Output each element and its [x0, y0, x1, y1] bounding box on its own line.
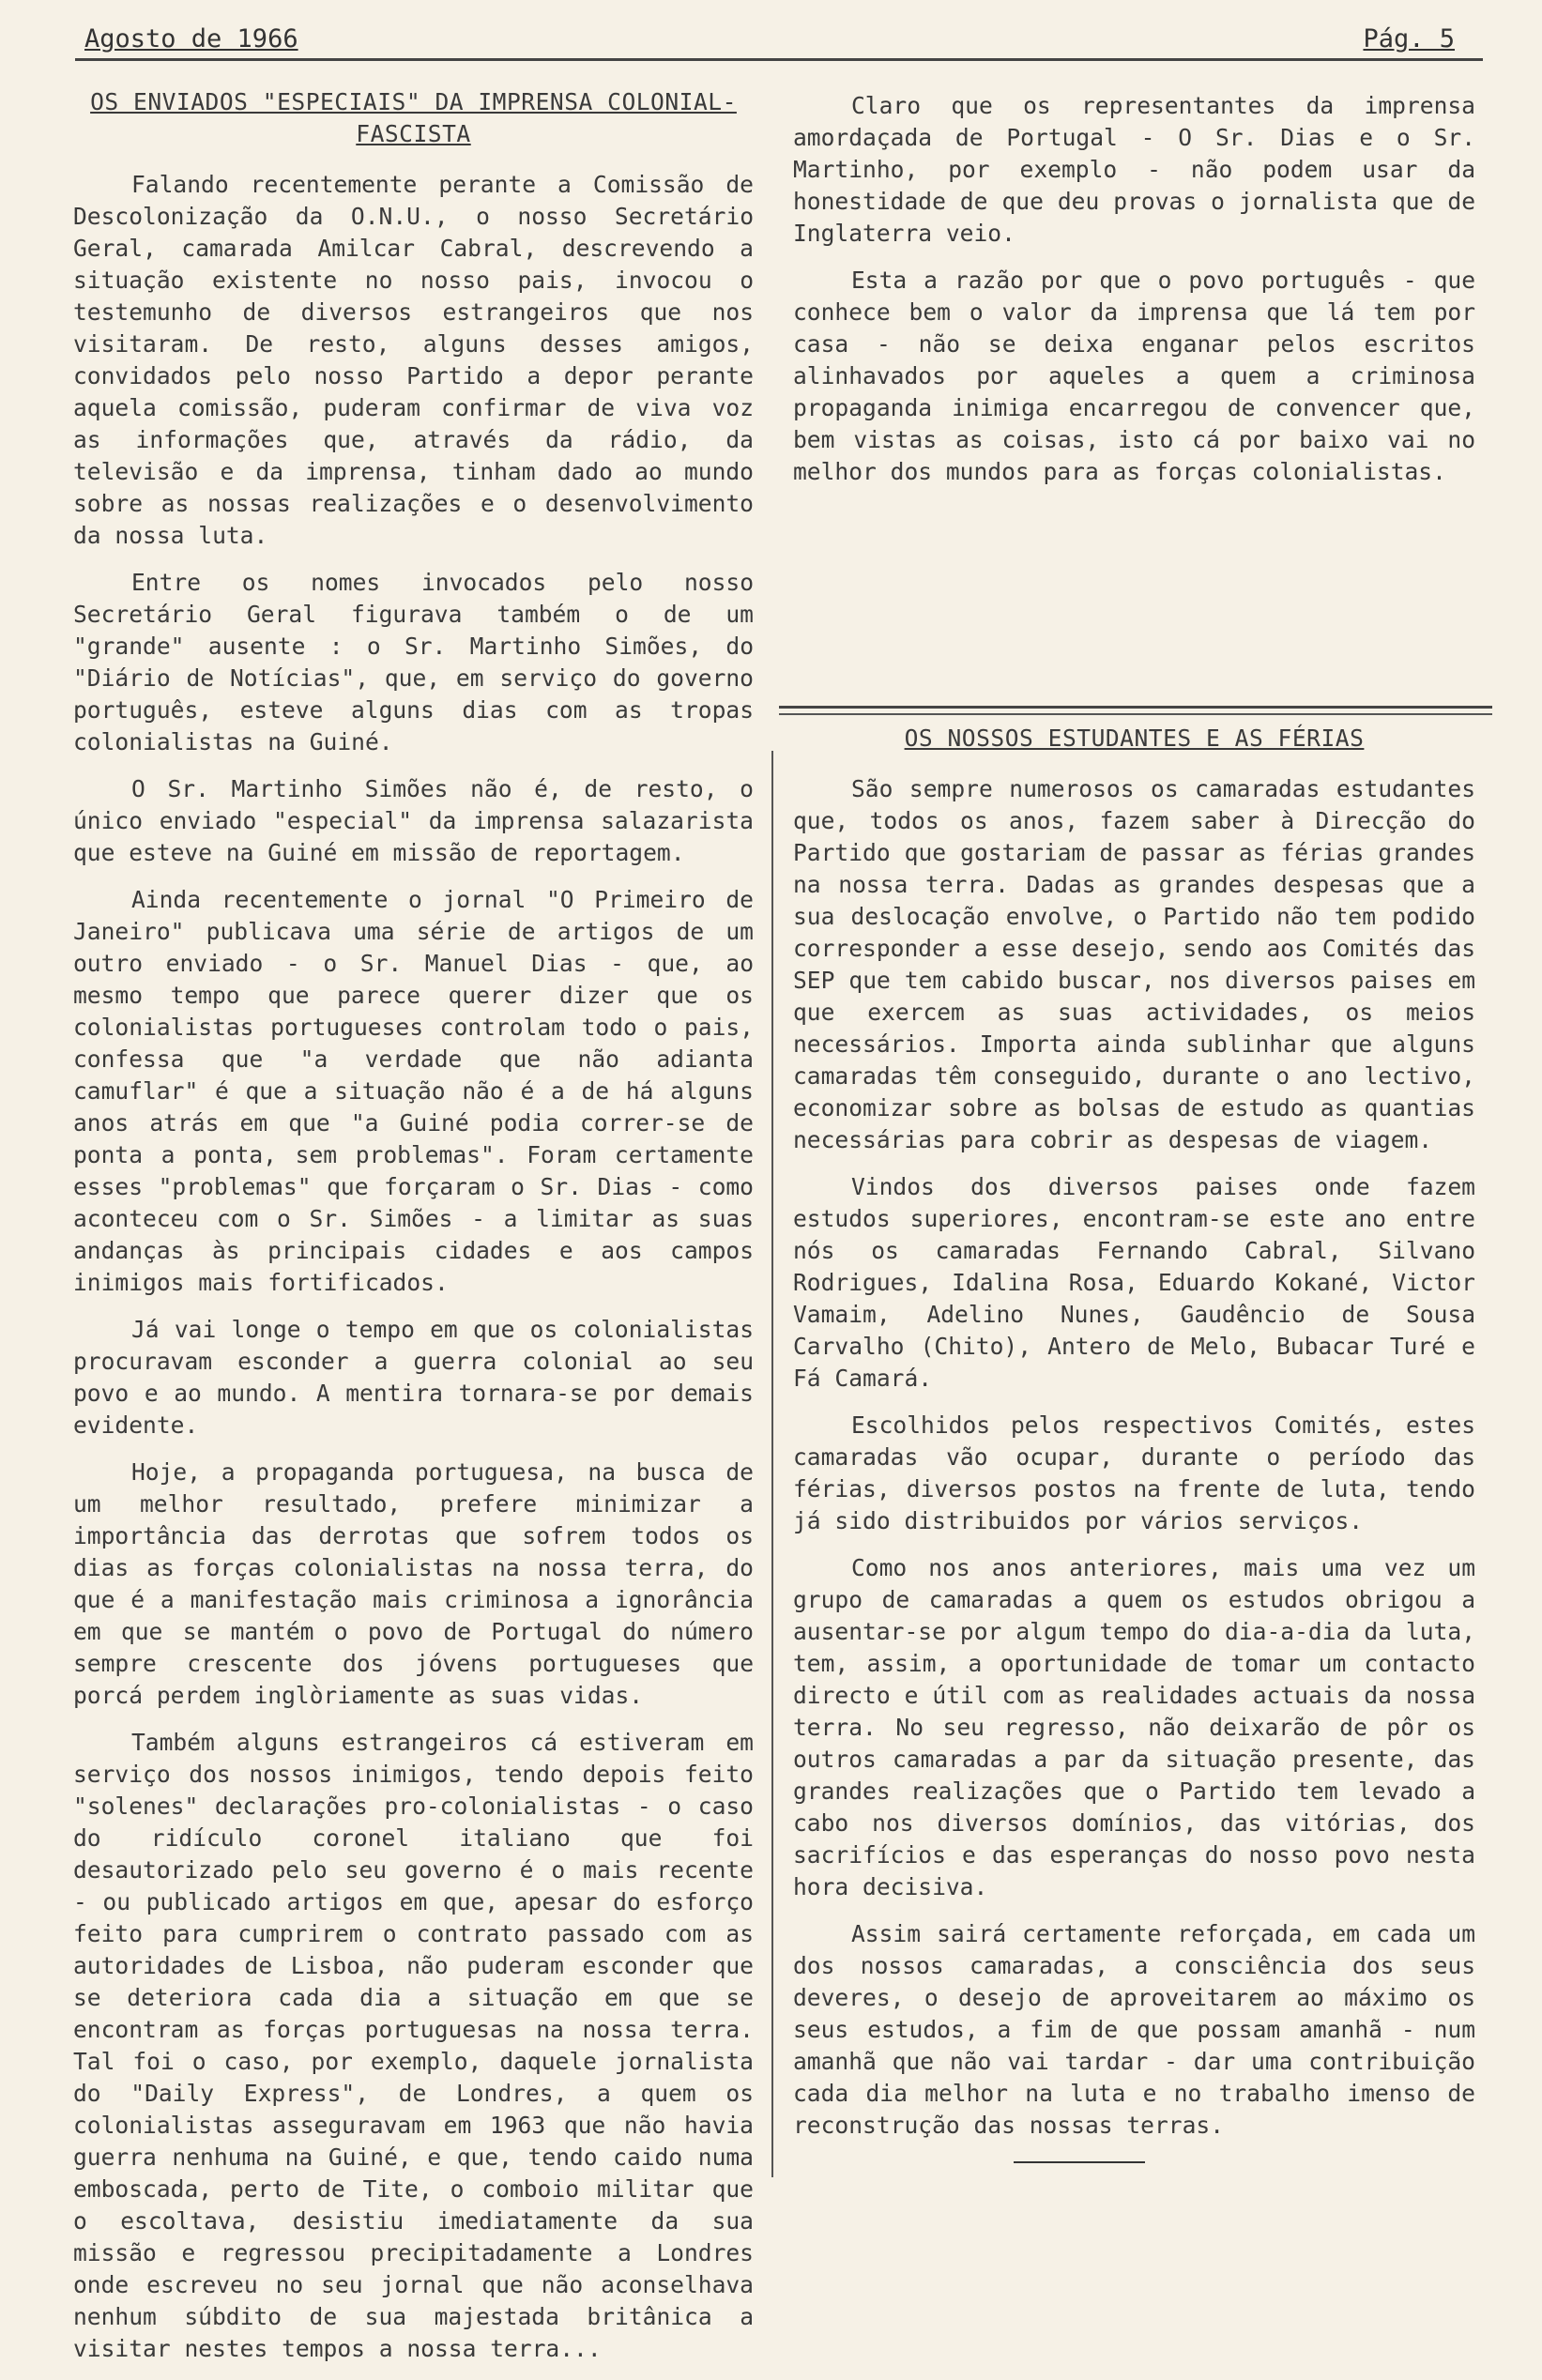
article-paragraph: Claro que os representantes da imprensa amordaçada de Portugal - O Sr. Dias e o Sr. Martinho, por exemplo - não podem usar da honestidade de que deu provas o jornalista que de Inglaterra veio. [793, 92, 1475, 247]
article-title: OS NOSSOS ESTUDANTES E AS FÉRIAS [904, 725, 1365, 752]
section-divider [779, 706, 1492, 709]
article-paragraph: Ainda recentemente o jornal "O Primeiro de Janeiro" publicava uma série de artigos de um outro enviado - o Sr. Manuel Dias - que, ao mesmo tempo que parece querer dizer que os colonialistas portugueses controlam todo o pais, confessa que "a verdade que não adianta camuflar" é que a situação não é a de há alguns anos atrás em que "a Guiné podia correr-se de ponta a ponta, sem problemas". Foram certamente esses "problemas" que forçaram o Sr. Dias - como aconteceu com o Sr. Simões - a limitar as suas andanças às principais cidades e aos campos inimigos mais fortificados. [73, 886, 754, 1296]
article-paragraph: O Sr. Martinho Simões não é, de resto, o único enviado "especial" da imprensa salazarista que esteve na Guiné em missão de reportagem. [73, 775, 754, 866]
end-rule [1014, 2161, 1145, 2163]
article-paragraph: Também alguns estrangeiros cá estiveram em serviço dos nossos inimigos, tendo depois feito "solenes" declarações pro-colonialistas - o caso do ridículo coronel italiano que foi desautorizado pelo seu governo é o mais recente - ou publicado artigos em que, apesar do esforço feito para cumprirem o contrato passado com as autoridades de Lisboa, não puderam esconder que se deteriora cada dia a situação em que se encontram as forças portuguesas na nossa terra. Tal foi o caso, por exemplo, daquele jornalista do "Daily Express", de Londres, a quem os colonialistas asseguravam em 1963 que não havia guerra nenhuma na Guiné, e que, tendo caido numa emboscada, perto de Tite, o comboio militar que o escoltava, desistiu imediatamente da sua missão e regressou precipitadamente a Londres onde escreveu no seu jornal que não aconselhava nenhum súbdito de sua majestada britânica a visitar nestes tempos a nossa terra... [73, 1729, 754, 2362]
article-paragraph: Falando recentemente perante a Comissão de Descolonização da O.N.U., o nosso Secretário Geral, camarada Amilcar Cabral, descrevendo a situação existente no nosso pais, invocou o testemunho de diversos estrangeiros que nos visitaram. De resto, alguns desses amigos, convidados pelo nosso Partido a depor perante aquela comissão, puderam confirmar de viva voz as informações que, através da rádio, da televisão e da imprensa, tinham dado ao mundo sobre as nossas realizações e o desenvolvimento da nossa luta. [73, 171, 754, 549]
article-column-left [73, 86, 754, 2380]
article-paragraph: Já vai longe o tempo em que os colonialistas procuravam esconder a guerra colonial ao seu povo e ao mundo. A mentira tornara-se por demais evidente. [73, 1316, 754, 1439]
article-paragraph: Hoje, a propaganda portuguesa, na busca de um melhor resultado, prefere minimizar a importância das derrotas que sofrem todos os dias as forças colonialistas na nossa terra, do que é a manifestação mais criminosa a ignorância em que se mantém o povo de Portugal do número sempre crescente dos jóvens portugueses que porcá perdem inglòriamente as suas vidas. [73, 1458, 754, 1709]
article-title: OS ENVIADOS "ESPECIAIS" DA IMPRENSA COLONIAL-FASCISTA [90, 88, 737, 147]
page-number: Pág. 5 [1363, 24, 1455, 53]
article-paragraph: Esta a razão por que o povo português - que conhece bem o valor da imprensa que lá tem por casa - não se deixa enganar pelos escritos alinhavados por aqueles a quem a criminosa propaganda inimiga encarregou de convencer que, bem vistas as coisas, isto cá por baixo vai no melhor dos mundos para as forças colonialistas. [793, 267, 1475, 485]
article-paragraph: Escolhidos pelos respectivos Comités, estes camaradas vão ocupar, durante o período das férias, diversos postos na frente de luta, tendo já sido distribuidos por vários serviços. [793, 1411, 1475, 1534]
column-divider [771, 751, 773, 2177]
section-divider [779, 713, 1492, 715]
article-column-right-continuation [793, 90, 1475, 503]
issue-date: Agosto de 1966 [84, 24, 298, 53]
article-paragraph: São sempre numerosos os camaradas estudantes que, todos os anos, fazem saber à Direcção do Partido que gostariam de passar as férias grandes na nossa terra. Dadas as grandes despesas que a sua deslocação envolve, o Partido não tem podido corresponder a esse desejo, sendo aos Comités das SEP que tem cabido buscar, nos diversos paises em que exercem as suas actividades, os meios necessários. Importa ainda sublinhar que alguns camaradas têm conseguido, durante o ano lectivo, economizar sobre as bolsas de estudo as quantias necessárias para cobrir as despesas de viagem. [793, 775, 1475, 1153]
article-paragraph: Assim sairá certamente reforçada, em cada um dos nossos camaradas, a consciência dos seus deveres, o desejo de aproveitarem ao máximo os seus estudos, a fim de que possam amanhã - num amanhã que não vai tardar - dar uma contribuição cada dia melhor na luta e no trabalho imenso de reconstrução das nossas terras. [793, 1920, 1475, 2139]
article-paragraph: Como nos anos anteriores, mais uma vez um grupo de camaradas a quem os estudos obrigou a ausentar-se por algum tempo do dia-a-dia da luta, tem, assim, a oportunidade de tomar um contacto directo e útil com as realidades actuais da nossa terra. No seu regresso, não deixarão de pôr os outros camaradas a par da situação presente, das grandes realizações que o Partido tem levado a cabo nos diversos domínios, das vitórias, dos sacrifícios e das esperanças do nosso povo nesta hora decisiva. [793, 1554, 1475, 1900]
page-header [75, 21, 1483, 61]
article-paragraph: Vindos dos diversos paises onde fazem estudos superiores, encontram-se este ano entre nós os camaradas Fernando Cabral, Silvano Rodrigues, Idalina Rosa, Eduardo Kokané, Victor Vamaim, Adelino Nunes, Gaudêncio de Sousa Carvalho (Chito), Antero de Melo, Bubacar Turé e Fá Camará. [793, 1173, 1475, 1392]
article-paragraph: Entre os nomes invocados pelo nosso Secretário Geral figurava também o de um "grande" ausente : o Sr. Martinho Simões, do "Diário de Notícias", que, em serviço do governo português, esteve alguns dias com as tropas colonialistas na Guiné. [73, 569, 754, 755]
article-column-right [793, 723, 1475, 2157]
